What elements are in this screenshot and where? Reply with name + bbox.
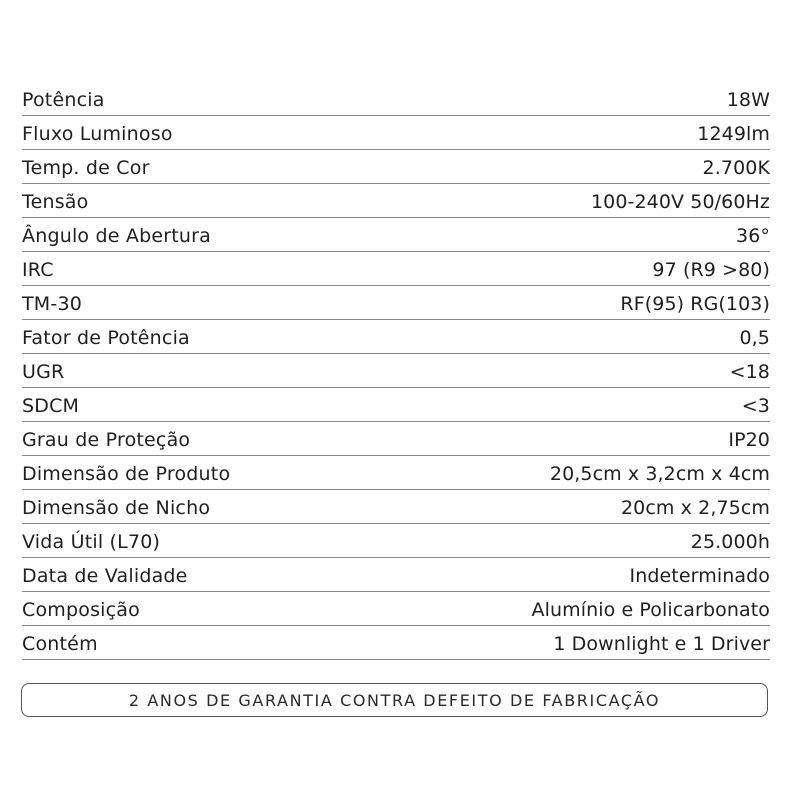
spec-label: Contém [22,632,98,655]
spec-row [22,82,770,116]
spec-label: SDCM [22,394,80,417]
spec-row [22,150,770,184]
spec-value: 1249lm [697,122,770,145]
warranty-banner [21,683,768,717]
spec-row [22,320,770,354]
spec-label: TM-30 [22,292,83,315]
spec-value: <18 [729,360,770,383]
spec-label: IRC [22,258,54,281]
warranty-text: 2 ANOS DE GARANTIA CONTRA DEFEITO DE FABRICAÇÃO [128,690,661,710]
spec-row [22,286,770,320]
spec-label: Fluxo Luminoso [22,122,173,145]
spec-value: IP20 [728,428,770,451]
spec-value: 18W [726,88,770,111]
spec-label: Grau de Proteção [22,428,191,451]
spec-value: Alumínio e Policarbonato [531,598,770,621]
spec-row [22,490,770,524]
spec-label: Dimensão de Produto [22,462,231,485]
spec-row [22,252,770,286]
spec-row [22,354,770,388]
spec-label: Potência [22,88,105,111]
spec-value: 100-240V 50/60Hz [590,190,770,213]
spec-value: 36° [736,224,770,247]
spec-label: Tensão [22,190,89,213]
spec-label: Vida Útil (L70) [22,530,161,553]
spec-label: Composição [22,598,140,621]
spec-value: 97 (R9 >80) [652,258,770,281]
spec-value: 2.700K [702,156,770,179]
spec-label: Ângulo de Abertura [22,224,211,247]
spec-row [22,456,770,490]
spec-row [22,422,770,456]
spec-label: UGR [22,360,65,383]
spec-label: Dimensão de Nicho [22,496,211,519]
spec-value: 0,5 [739,326,770,349]
spec-value: 1 Downlight e 1 Driver [553,632,770,655]
spec-value: 25.000h [690,530,770,553]
spec-label: Fator de Potência [22,326,190,349]
spec-row [22,626,770,660]
spec-row [22,524,770,558]
spec-value: 20,5cm x 3,2cm x 4cm [549,462,770,485]
spec-label: Temp. de Cor [22,156,150,179]
spec-row [22,116,770,150]
spec-row [22,388,770,422]
spec-value: <3 [741,394,770,417]
spec-value: RF(95) RG(103) [620,292,770,315]
spec-table [22,82,770,660]
spec-value: 20cm x 2,75cm [620,496,770,519]
spec-row [22,184,770,218]
spec-label: Data de Validade [22,564,188,587]
spec-row [22,592,770,626]
spec-row [22,218,770,252]
spec-row [22,558,770,592]
spec-value: Indeterminado [629,564,770,587]
